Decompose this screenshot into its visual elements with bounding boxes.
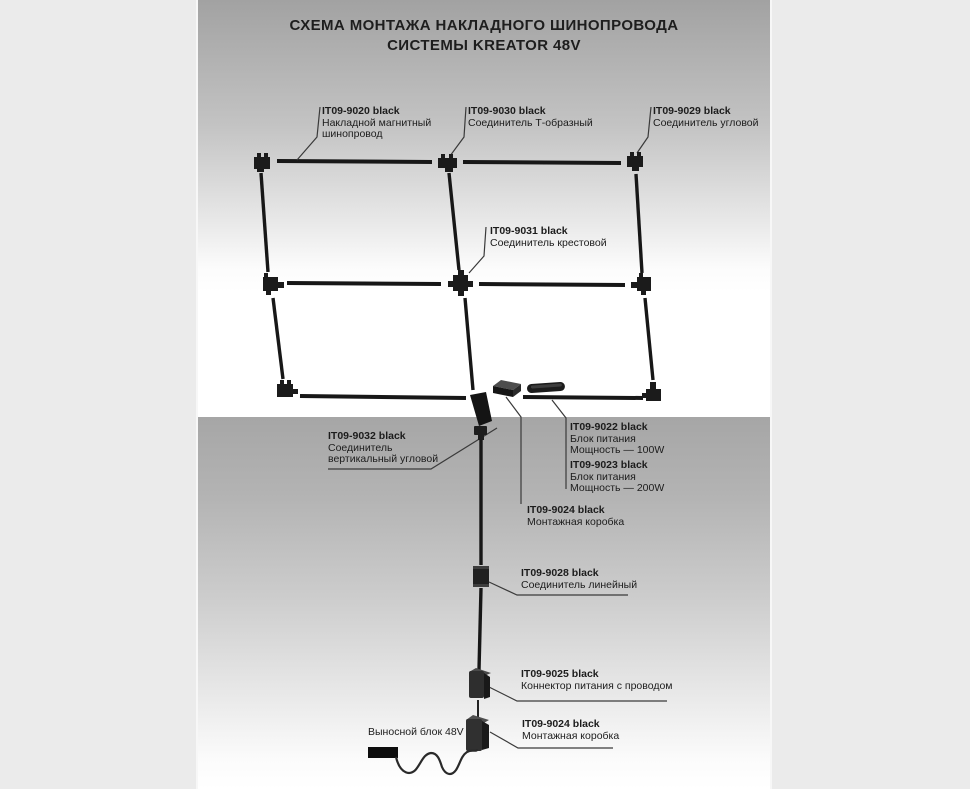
- track-column: [636, 174, 642, 273]
- part-desc: Соединитель линейный: [521, 578, 638, 591]
- leader-9020: [297, 107, 320, 160]
- part-code: IT09-9028 black: [521, 567, 599, 579]
- part-code: IT09-9023 black: [570, 459, 648, 471]
- label-it09-9024-lower: [522, 719, 619, 742]
- wavy-power-cord: [396, 749, 477, 774]
- t-connector-top-icon: [438, 154, 457, 172]
- part-desc: Накладной магнитный: [322, 116, 432, 129]
- label-it09-9031: [490, 226, 607, 249]
- leader-9030: [450, 107, 466, 156]
- label-it09-9020: [322, 106, 431, 141]
- part-desc: Соединитель: [328, 441, 393, 454]
- linear-connector: [473, 566, 489, 587]
- power-supply-unit: [527, 382, 566, 394]
- diagram-title-line1: СХЕМА МОНТАЖА НАКЛАДНОГО ШИНОПРОВОДА: [289, 17, 679, 34]
- diagram-title-line2: СИСТЕМЫ KREATOR 48V: [387, 37, 581, 54]
- track-bar: [523, 397, 643, 398]
- track-bar: [300, 396, 466, 398]
- part-code: IT09-9022 black: [570, 421, 648, 433]
- t-connector-mid-left-icon: [263, 273, 284, 295]
- track-bar: [277, 161, 432, 162]
- track-column: [449, 173, 459, 270]
- mounting-box-bottom: [466, 715, 489, 751]
- track-bar: [479, 284, 625, 285]
- label-it09-9032: [328, 431, 438, 466]
- part-code: IT09-9029 black: [653, 105, 731, 117]
- vertical-track-lower: [479, 588, 481, 670]
- diagram-title: [196, 16, 772, 56]
- leader-9024-upper: [506, 397, 521, 504]
- label-remote-block: [368, 727, 464, 739]
- remote-driver-block: [368, 747, 398, 758]
- track-bar: [287, 283, 441, 284]
- part-desc: Мощность — 100W: [570, 444, 665, 456]
- label-it09-9024-upper: [527, 505, 624, 528]
- part-code: IT09-9024 black: [527, 504, 605, 516]
- label-it09-9030: [468, 106, 593, 129]
- track-column: [645, 298, 653, 380]
- part-code: IT09-9024 black: [522, 718, 600, 730]
- part-code: IT09-9031 black: [490, 225, 568, 237]
- t-connector-mid-right-icon: [631, 273, 651, 295]
- leader-9031: [469, 227, 486, 273]
- part-desc: шинопровод: [322, 128, 383, 140]
- part-desc: Соединитель угловой: [653, 116, 759, 129]
- cross-connector-icon: [448, 270, 473, 296]
- power-connector: [469, 668, 491, 699]
- label-it09-9022: [570, 422, 664, 457]
- part-code: IT09-9020 black: [322, 105, 400, 117]
- part-desc: Блок питания: [570, 470, 636, 483]
- end-cap-top-left-icon: [254, 153, 270, 172]
- part-code: IT09-9032 black: [328, 430, 406, 442]
- corner-connector-bottom-right-icon: [642, 382, 661, 401]
- label-it09-9029: [653, 106, 758, 129]
- track-bar: [463, 162, 621, 163]
- label-it09-9023: [570, 460, 664, 495]
- part-desc: Соединитель Т-образный: [468, 116, 593, 129]
- leader-9029: [637, 107, 651, 153]
- label-it09-9025: [521, 669, 673, 692]
- remote-block-text: Выносной блок 48V: [368, 726, 464, 738]
- part-desc: Монтажная коробка: [527, 515, 625, 528]
- part-desc: Блок питания: [570, 432, 636, 445]
- mounting-box-top: [493, 380, 521, 397]
- corner-connector-top-right-icon: [627, 152, 643, 171]
- part-desc: вертикальный угловой: [328, 453, 439, 465]
- part-desc: Монтажная коробка: [522, 729, 620, 742]
- part-code: IT09-9025 black: [521, 668, 599, 680]
- track-column: [273, 298, 283, 379]
- track-column: [465, 298, 473, 390]
- connector-glyphs: [254, 152, 661, 401]
- leader-9022-9023: [552, 400, 566, 489]
- part-desc: Коннектор питания с проводом: [521, 679, 673, 692]
- label-it09-9028: [521, 568, 637, 591]
- part-code: IT09-9030 black: [468, 105, 546, 117]
- part-desc: Соединитель крестовой: [490, 236, 607, 249]
- part-desc: Мощность — 200W: [570, 482, 665, 494]
- track-column: [261, 173, 268, 272]
- end-cap-bottom-left-icon: [277, 380, 298, 397]
